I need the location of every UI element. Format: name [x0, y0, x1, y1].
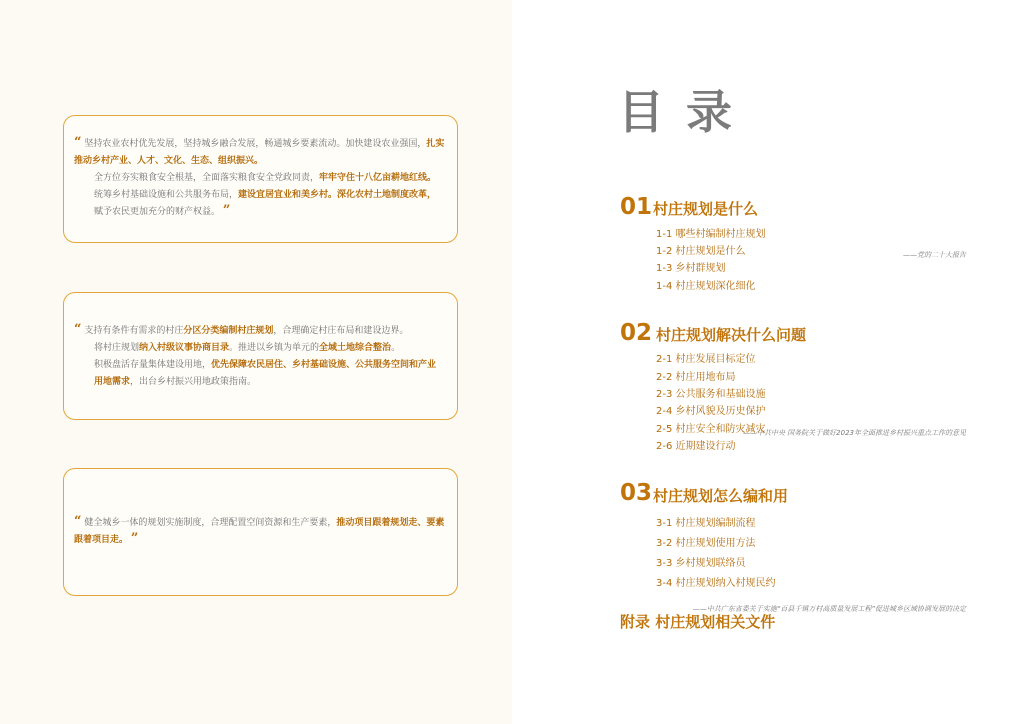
section-number-1: 01 — [620, 194, 653, 220]
toc-item[interactable]: 3-1 村庄规划编制流程 — [656, 518, 756, 529]
toc-item[interactable]: 1-3 乡村群规划 — [656, 263, 726, 274]
quote-paragraph: 将村庄规划纳入村级议事协商目录。推进以乡镇为单元的全域土地综合整治。 — [94, 343, 401, 353]
quote-paragraph: “ 坚持农业农村优先发展，坚持城乡融合发展，畅通城乡要素流动。加快建设农业强国，扎实推动乡村产业、人才、文化、生态、组织振兴。 — [74, 135, 445, 166]
toc-item[interactable]: 2-1 村庄发展目标定位 — [656, 354, 756, 365]
toc-appendix[interactable]: 附录 村庄规划相关文件 — [620, 613, 776, 631]
toc-item[interactable]: 3-2 村庄规划使用方法 — [656, 538, 756, 549]
toc-item[interactable]: 2-6 近期建设行动 — [656, 441, 736, 452]
section-title-1[interactable]: 村庄规划是什么 — [653, 200, 759, 218]
toc-item[interactable]: 3-4 村庄规划纳入村规民约 — [656, 578, 776, 589]
close-quote-icon: ” — [222, 203, 231, 218]
quote-box-1 — [63, 115, 458, 243]
open-quote-icon: “ — [74, 322, 82, 337]
section-title-2[interactable]: 村庄规划解决什么问题 — [656, 326, 807, 344]
toc-item[interactable]: 1-1 哪些村编制村庄规划 — [656, 229, 766, 240]
quote-paragraph: “ 健全城乡一体的规划实施制度，合理配置空间资源和生产要素，推动项目跟着规划走、要素跟着项目走。 ” — [74, 514, 445, 546]
toc-item[interactable]: 1-2 村庄规划是什么 — [656, 246, 746, 257]
section-title-3[interactable]: 村庄规划怎么编和用 — [653, 487, 789, 505]
open-quote-icon: “ — [74, 135, 82, 150]
quote-box-2 — [63, 292, 458, 420]
toc-item[interactable]: 1-4 村庄规划深化细化 — [656, 281, 756, 292]
quote-paragraph: “ 支持有条件有需求的村庄分区分类编制村庄规划，合理确定村庄布局和建设边界。 — [74, 322, 409, 337]
toc-item[interactable]: 2-2 村庄用地布局 — [656, 372, 736, 383]
quote-box-3 — [63, 468, 458, 596]
quote-paragraph: 积极盘活存量集体建设用地，优先保障农民居住、乡村基础设施、公共服务空间和产业用地需求，出台乡村振兴用地政策指南。 — [94, 360, 437, 387]
toc-item[interactable]: 3-3 乡村规划联络员 — [656, 558, 746, 569]
quote-source-3: ——中共广东省委关于实施“百县千镇万村高质量发展工程”促进城乡区域协调发展的决定 — [692, 605, 966, 613]
toc-item[interactable]: 2-5 村庄安全和防灾减灾 — [656, 424, 766, 435]
section-number-3: 03 — [620, 480, 653, 506]
close-quote-icon: ” — [130, 531, 139, 546]
toc-title: 目录 — [618, 85, 754, 139]
quote-paragraph: 统筹乡村基础设施和公共服务布局，建设宜居宜业和美乡村。深化农村土地制度改革，赋予农民更加充分的财产权益。 ” — [94, 190, 437, 218]
section-number-2: 02 — [620, 320, 653, 346]
quote-paragraph: 全方位夯实粮食安全根基，全面落实粮食安全党政同责，牢牢守住十八亿亩耕地红线。 — [94, 173, 437, 183]
open-quote-icon: “ — [74, 514, 82, 529]
quote-source-1: ——党的二十大报告 — [903, 251, 966, 259]
quote-source-2: ——中共中央 国务院关于做好2023年全面推进乡村振兴重点工作的意见 — [742, 429, 966, 437]
toc-item[interactable]: 2-3 公共服务和基础设施 — [656, 389, 766, 400]
toc-item[interactable]: 2-4 乡村风貌及历史保护 — [656, 406, 766, 417]
